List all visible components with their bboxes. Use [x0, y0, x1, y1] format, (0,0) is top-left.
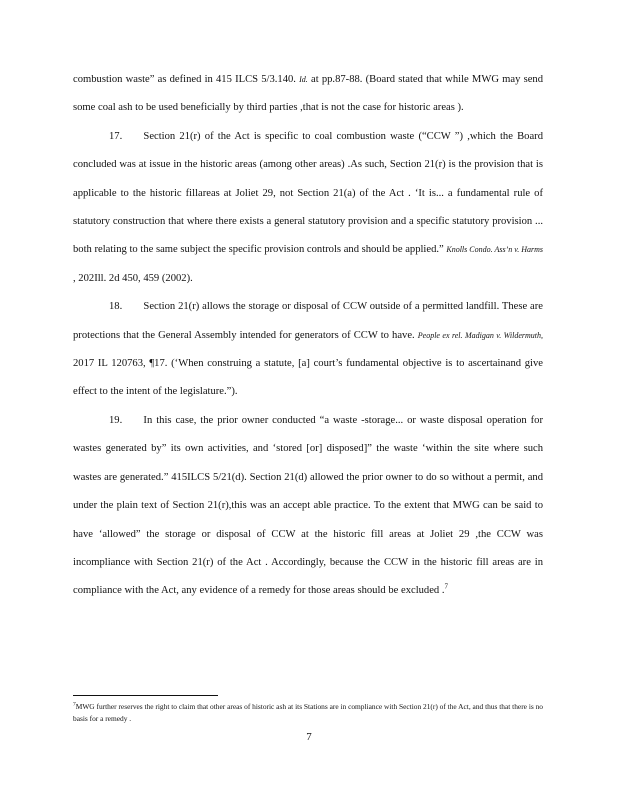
footnote-reference: 7	[444, 582, 449, 591]
footnote-divider	[73, 695, 218, 696]
paragraph-text: 17. Section 21(r) of the Act is specific to coal combustion waste (“CCW ”) ,which the Board concluded was at issue in the historic areas (among other areas) .As such, Section 21(r) is the provision that is applicable to the historic fillareas at Joliet 29, not Section 21(a) of the Act . ‘It is... a fundamental rule of statutory construction that where there exists a general statutory provision and a specific statutory provision ... both relating to the same subject the specific provision controls and should be applied.”	[73, 130, 543, 256]
paragraph-text: combustion waste” as defined in 415 ILCS 5/3.140.	[73, 74, 300, 85]
paragraph-17	[73, 123, 543, 293]
paragraph-19	[73, 407, 543, 606]
case-citation: Knolls Condo. Ass’n v. Harms	[446, 245, 543, 255]
case-citation: Id.	[299, 75, 308, 84]
footnote-marker: 7	[73, 701, 76, 708]
body-text	[73, 66, 543, 606]
paragraph-text: 2017 IL 120763, ¶17. (‘When construing a statute, [a] court’s fundamental objective is to ascertainand give effect to the intent of the legislature.”).	[73, 358, 543, 398]
footnote-text: MWG further reserves the right to claim that other areas of historic ash at its Stations are in compliance with Section 21(r) of the Act, and thus that there is no basis for a remedy .	[73, 702, 543, 723]
paragraph-continuation	[73, 66, 543, 123]
case-citation: People ex rel. Madigan v. Wildermuth,	[417, 330, 543, 340]
page-number: 7	[306, 731, 312, 743]
footnote-7	[73, 701, 543, 724]
paragraph-18	[73, 293, 543, 407]
paragraph-text: 18. Section 21(r) allows the storage or disposal of CCW outside of a permitted landfill. These are protections that the General Assembly intended for generators of CCW to have.	[73, 301, 543, 341]
paragraph-text: at pp.87-88. (Board stated that while MWG may send some coal ash to be used beneficially by third parties ,that is not the case for historic areas ).	[73, 74, 543, 114]
paragraph-text: 19. In this case, the prior owner conducted “a waste -storage... or waste disposal operation for wastes generated by” its own activities, and ‘stored [or] disposed]” the waste ‘within the site where such wastes are generated.” 415ILCS 5/21(d). Section 21(d) allowed the prior owner to do so without a permit, and under the plain text of Section 21(r),this was an accept able practice. To the extent that MWG can be said to have ‘allowed” the storage or disposal of CCW at the historic fill areas at Joliet 29 ,the CCW was incompliance with Section 21(r) of the Act . Accordingly, because the CCW in the historic fill areas are in compliance with the Act, any evidence of a remedy for those areas should be excluded .	[73, 414, 543, 597]
paragraph-text: , 202Ill. 2d 450, 459 (2002).	[73, 272, 193, 284]
